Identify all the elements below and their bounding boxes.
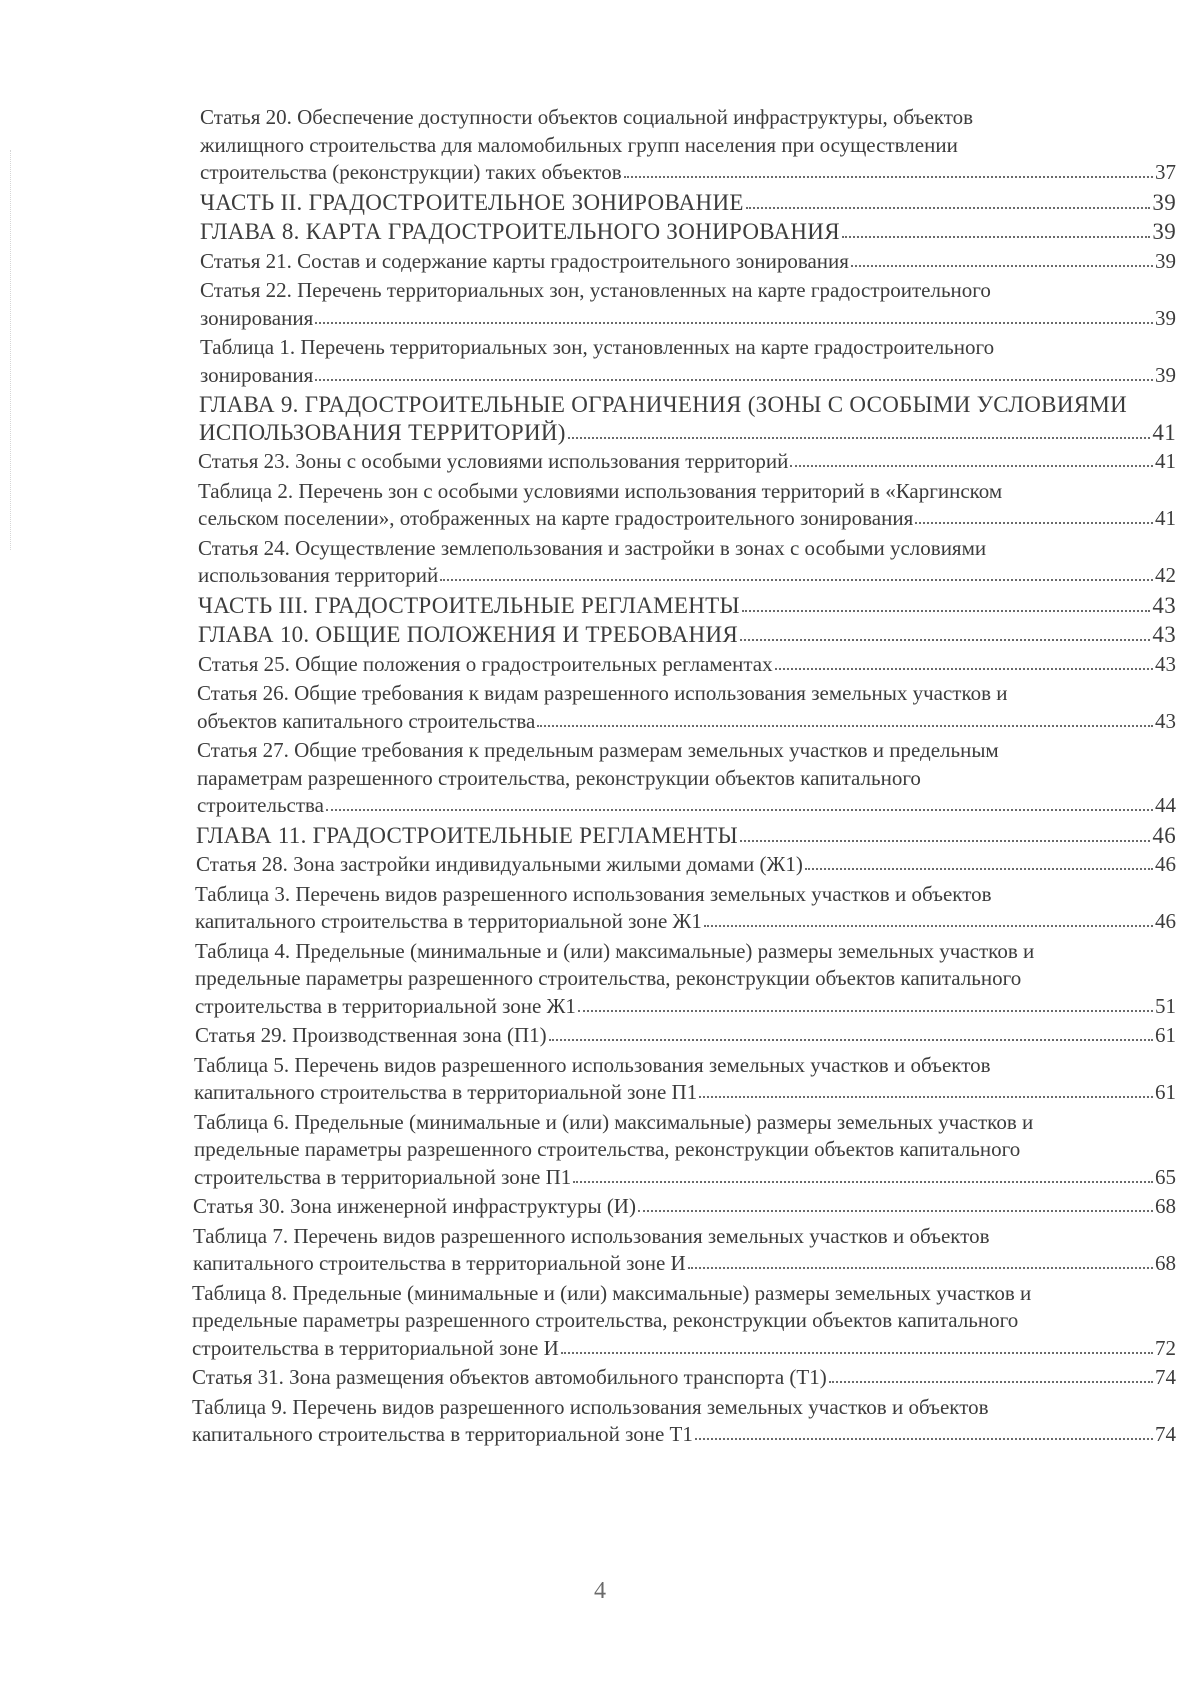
- toc-entry-line: Статья 22. Перечень территориальных зон, установленных на карте градостроительного: [200, 278, 991, 302]
- toc-page-number: 44: [1155, 793, 1176, 817]
- toc-entry-line: Статья 30. Зона инженерной инфраструктуры (И): [193, 1194, 636, 1218]
- toc-entry-line: ГЛАВА 10. ОБЩИЕ ПОЛОЖЕНИЯ И ТРЕБОВАНИЯ: [198, 622, 739, 647]
- toc-entry-line: Таблица 6. Предельные (минимальные и (или) максимальные) размеры земельных участков и: [194, 1109, 1034, 1134]
- toc-entry-line: предельные параметры разрешенного строительства, реконструкции объектов капитального: [192, 1308, 1019, 1332]
- toc-page-number: 39: [1155, 305, 1176, 330]
- toc-page-number: 72: [1155, 1335, 1176, 1360]
- toc-page-number: 37: [1155, 160, 1176, 184]
- toc-entry-line: предельные параметры разрешенного строительства, реконструкции объектов капитального: [194, 1137, 1021, 1161]
- toc-page-number: 51: [1155, 993, 1176, 1018]
- dot-leader: [704, 925, 1153, 927]
- toc-entry[interactable]: [193, 1193, 1176, 1221]
- toc-entry-line: Таблица 4. Предельные (минимальные и (или) максимальные) размеры земельных участков и: [195, 938, 1035, 963]
- toc-entry[interactable]: [198, 448, 1176, 476]
- toc-page-number: 41: [1155, 506, 1176, 530]
- dot-leader: [775, 668, 1153, 670]
- dot-leader: [699, 1096, 1153, 1098]
- toc-entry[interactable]: [198, 478, 1176, 533]
- toc-page-number: 41: [1155, 449, 1176, 473]
- toc-entry-line: Статья 31. Зона размещения объектов автомобильного транспорта (Т1): [192, 1365, 827, 1389]
- dot-leader: [326, 809, 1153, 811]
- toc-page-number: 43: [1155, 708, 1176, 733]
- toc-entry-line: Таблица 5. Перечень видов разрешенного использования земельных участков и объектов: [194, 1052, 991, 1077]
- toc-entry-line: капитального строительства в территориальной зоне Т1: [192, 1422, 693, 1446]
- toc-entry-line: Таблица 1. Перечень территориальных зон, установленных на карте градостроительного: [200, 335, 995, 359]
- toc-entry-line: капитального строительства в территориальной зоне И: [193, 1251, 686, 1275]
- toc-entry-line: капитального строительства в территориальной зоне П1: [194, 1080, 698, 1104]
- toc-entry[interactable]: [199, 391, 1176, 446]
- toc-page-number: 46: [1152, 822, 1176, 848]
- toc-entry-line: Таблица 8. Предельные (минимальные и (или) максимальные) размеры земельных участков и: [192, 1280, 1032, 1305]
- dot-leader: [851, 265, 1153, 267]
- toc-entry-line: Статья 25. Общие положения о градостроительных регламентах: [198, 651, 773, 676]
- toc-entry-line: ЧАСТЬ II. ГРАДОСТРОИТЕЛЬНОЕ ЗОНИРОВАНИЕ: [200, 189, 744, 215]
- dot-leader: [624, 176, 1153, 178]
- toc-entry-line: Статья 29. Производственная зона (П1): [195, 1023, 547, 1047]
- dot-leader: [561, 1352, 1153, 1354]
- toc-entry[interactable]: [200, 189, 1176, 217]
- toc-entry[interactable]: [198, 592, 1176, 620]
- toc-entry-line: строительства в территориальной зоне П1: [194, 1164, 572, 1189]
- toc-entry-line: предельные параметры разрешенного строительства, реконструкции объектов капитального: [195, 966, 1022, 990]
- toc-entry-line: строительства в территориальной зоне Ж1: [195, 993, 576, 1018]
- toc-entry[interactable]: [197, 737, 1176, 820]
- toc-entry-line: использования территорий: [198, 563, 439, 587]
- dot-leader: [315, 379, 1153, 381]
- dot-leader: [740, 840, 1150, 842]
- toc-page-number: 61: [1155, 1023, 1176, 1047]
- dot-leader: [573, 1181, 1153, 1183]
- toc-entry-line: объектов капитального строительства: [197, 708, 536, 733]
- toc-entry-line: Статья 26. Общие требования к видам разрешенного использования земельных участков и: [197, 681, 1008, 705]
- dot-leader: [638, 1210, 1153, 1212]
- toc-entry-line: строительства в территориальной зоне И: [192, 1335, 559, 1360]
- dot-leader: [915, 522, 1153, 524]
- toc-entry[interactable]: [195, 881, 1176, 936]
- toc-entry-line: Статья 23. Зоны с особыми условиями использования территорий: [198, 449, 789, 473]
- toc-entry[interactable]: [200, 218, 1176, 246]
- toc-entry[interactable]: [196, 851, 1176, 879]
- dot-leader: [440, 579, 1153, 581]
- toc-entry[interactable]: [192, 1364, 1176, 1392]
- toc-entry-line: Таблица 9. Перечень видов разрешенного использования земельных участков и объектов: [192, 1394, 989, 1419]
- toc-page-number: 42: [1155, 563, 1176, 587]
- dot-leader: [315, 322, 1153, 324]
- toc-page-number: 39: [1152, 219, 1176, 244]
- dot-leader: [829, 1381, 1153, 1383]
- toc-entry[interactable]: [198, 621, 1176, 649]
- toc-entry-line: Статья 24. Осуществление землепользования и застройки в зонах с особыми условиями: [198, 535, 987, 560]
- toc-entry[interactable]: [192, 1280, 1176, 1363]
- dot-leader: [537, 725, 1153, 727]
- toc-page-number: 43: [1155, 651, 1176, 676]
- toc-page-number: 46: [1155, 909, 1176, 933]
- toc-entry[interactable]: [195, 938, 1176, 1021]
- toc-entry-line: ЧАСТЬ III. ГРАДОСТРОИТЕЛЬНЫЕ РЕГЛАМЕНТЫ: [198, 592, 740, 618]
- dot-leader: [805, 868, 1153, 870]
- dot-leader: [746, 207, 1151, 209]
- toc-entry-line: сельском поселении», отображенных на карте градостроительного зонирования: [198, 506, 914, 530]
- toc-entry-line: строительства (реконструкции) таких объектов: [200, 160, 622, 184]
- dot-leader: [578, 1010, 1153, 1012]
- toc-page-number: 61: [1155, 1080, 1176, 1104]
- toc-page-number: 39: [1155, 248, 1176, 273]
- toc-page-number: 39: [1152, 189, 1176, 215]
- toc-entry[interactable]: [197, 680, 1176, 735]
- toc-page-number: 68: [1155, 1251, 1176, 1275]
- page-number: 4: [594, 1578, 606, 1604]
- toc-entry-line: капитального строительства в территориальной зоне Ж1: [195, 909, 702, 933]
- toc-entry[interactable]: [200, 248, 1176, 276]
- toc-entry-line: Таблица 2. Перечень зон с особыми условиями использования территорий в «Каргинском: [198, 478, 1003, 503]
- toc-entry-line: Статья 21. Состав и содержание карты градостроительного зонирования: [200, 248, 849, 273]
- toc-page-number: 43: [1152, 622, 1176, 647]
- dot-leader: [842, 236, 1151, 238]
- toc-page-number: 74: [1155, 1422, 1176, 1446]
- toc-page-number: 43: [1152, 592, 1176, 618]
- dot-leader: [740, 639, 1150, 641]
- toc-entry-line: зонирования: [200, 305, 314, 330]
- toc-entry[interactable]: [200, 277, 1176, 332]
- toc-entry[interactable]: [196, 822, 1176, 850]
- dot-leader: [688, 1267, 1153, 1269]
- dot-leader: [568, 437, 1151, 439]
- toc-entry[interactable]: [195, 1022, 1176, 1050]
- toc-entry-line: Статья 20. Обеспечение доступности объектов социальной инфраструктуры, объектов: [200, 105, 974, 129]
- toc-entry[interactable]: [198, 535, 1176, 590]
- toc-entry-line: строительства: [197, 793, 325, 817]
- toc-entry[interactable]: [193, 1223, 1176, 1278]
- toc-page-number: 41: [1152, 419, 1176, 445]
- dot-leader: [790, 465, 1153, 467]
- toc-entry[interactable]: [194, 1109, 1176, 1192]
- toc-entry-line: ГЛАВА 11. ГРАДОСТРОИТЕЛЬНЫЕ РЕГЛАМЕНТЫ: [196, 822, 738, 848]
- toc-entry-line: ИСПОЛЬЗОВАНИЯ ТЕРРИТОРИЙ): [199, 419, 566, 445]
- toc-page-number: 39: [1155, 362, 1176, 387]
- dot-leader: [549, 1039, 1153, 1041]
- dot-leader: [742, 610, 1151, 612]
- toc-entry-line: Таблица 3. Перечень видов разрешенного использования земельных участков и объектов: [195, 881, 992, 906]
- toc-entry-line: ГЛАВА 8. КАРТА ГРАДОСТРОИТЕЛЬНОГО ЗОНИРОВАНИЯ: [200, 219, 840, 244]
- toc-entry-line: жилищного строительства для маломобильных групп населения при осуществлении: [200, 132, 958, 157]
- toc-page-number: 74: [1155, 1365, 1176, 1389]
- toc-page-number: 46: [1155, 852, 1176, 876]
- toc-entry-line: параметрам разрешенного строительства, реконструкции объектов капитального: [197, 765, 921, 790]
- toc-entry-line: зонирования: [200, 362, 314, 387]
- toc-entry-line: Таблица 7. Перечень видов разрешенного использования земельных участков и объектов: [193, 1223, 990, 1248]
- toc-entry-line: ГЛАВА 9. ГРАДОСТРОИТЕЛЬНЫЕ ОГРАНИЧЕНИЯ (ЗОНЫ С ОСОБЫМИ УСЛОВИЯМИ: [199, 392, 1128, 417]
- toc-entry[interactable]: [198, 651, 1176, 679]
- toc-entry[interactable]: [194, 1052, 1176, 1107]
- dot-leader: [695, 1438, 1153, 1440]
- toc-entry[interactable]: [200, 334, 1176, 389]
- toc-entry[interactable]: [192, 1394, 1176, 1449]
- toc-entry-line: Статья 28. Зона застройки индивидуальными жилыми домами (Ж1): [196, 852, 803, 876]
- toc-page-number: 65: [1155, 1164, 1176, 1189]
- table-of-contents: [0, 104, 1200, 1451]
- toc-entry[interactable]: [200, 104, 1176, 187]
- toc-entry-line: Статья 27. Общие требования к предельным размерам земельных участков и предельным: [197, 738, 999, 762]
- toc-page-number: 68: [1155, 1194, 1176, 1218]
